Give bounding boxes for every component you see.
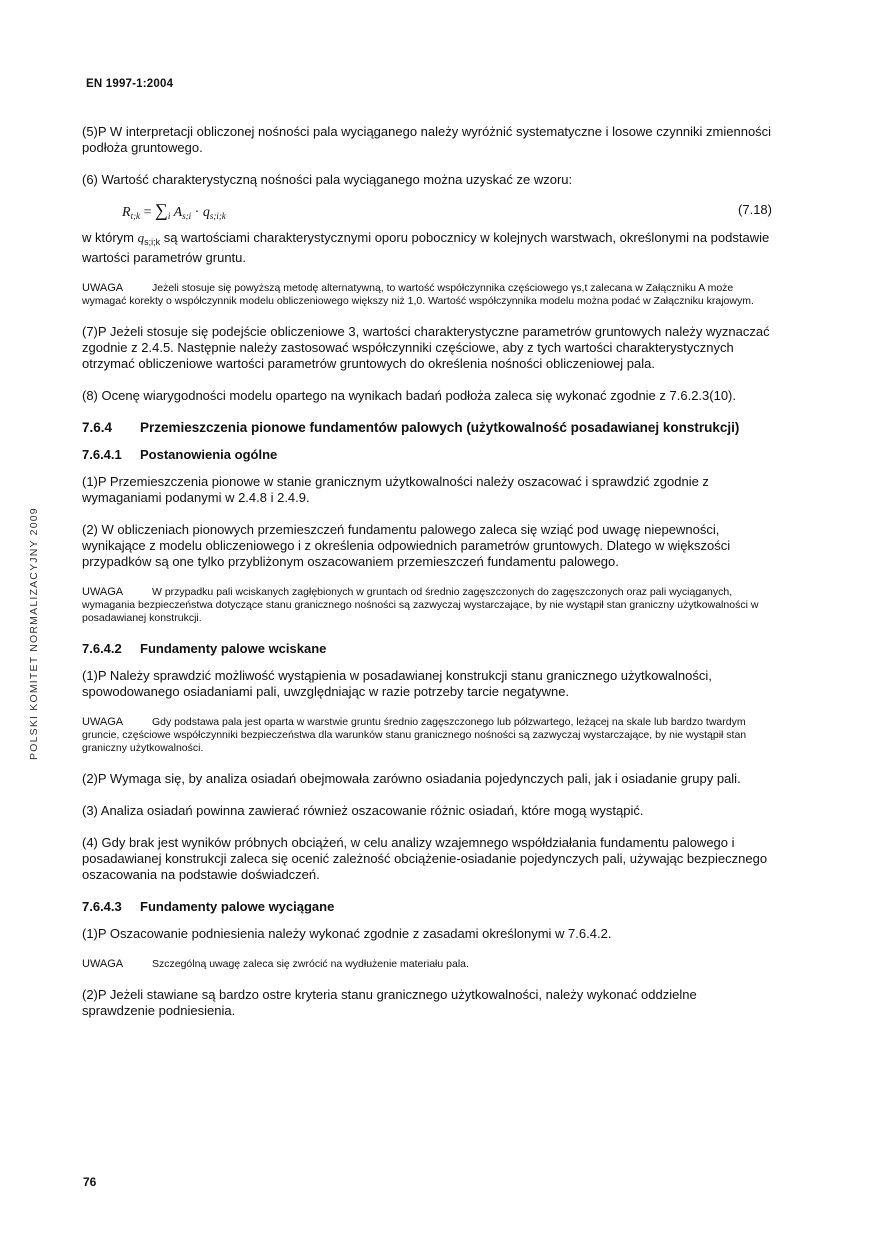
paragraph-7641-2: (2) W obliczeniach pionowych przemieszczeń fundamentu palowego zaleca się wziąć pod uwagę niepewności, wynikające z modelu obliczeniowego i z określenia odpowiednich parametrów gruntowych. Dlatego w większości przypadków są one tylko przybliżonym oszacowaniem przemieszczeń fundamentu palowego. xyxy=(82,522,731,569)
formula-sum-sub: i xyxy=(167,211,171,221)
explanation-suffix: są wartościami charakterystycznymi oporu pobocznicy w kolejnych warstwach, określonymi na podstawie wartości parametrów gruntu. xyxy=(82,230,770,265)
page-number: 76 xyxy=(83,1175,97,1189)
page-content xyxy=(82,124,772,1035)
section-title: Przemieszczenia pionowe fundamentów palowych (użytkowalność posadawianej konstrukcji) xyxy=(140,420,740,435)
section-title: Postanowienia ogólne xyxy=(140,447,278,462)
note-1 xyxy=(82,282,772,308)
note-label: UWAGA xyxy=(82,716,124,728)
note-label: UWAGA xyxy=(82,958,124,970)
explanation-q-sub: s;i;k xyxy=(144,237,161,247)
paragraph-7643-2p: (2)P Jeżeli stawiane są bardzo ostre kryteria stanu granicznego użytkowalności, należy wykonać oddzielne sprawdzenie podniesienia. xyxy=(82,987,697,1018)
formula-lhs: R xyxy=(122,205,131,220)
note-text: Gdy podstawa pala jest oparta w warstwie gruntu średnio zagęszczonego lub półzwartego, leżącej na skale lub bardzo twardym gruncie, częściowe współczynniki bezpieczeństwa dla warunków stanu granicznego nośności są zazwyczaj wystarczające, by nie wystąpił stan graniczny użytkowalności. xyxy=(82,716,747,754)
paragraph-7642-4: (4) Gdy brak jest wyników próbnych obciążeń, w celu analizy wzajemnego współdziałania fundamentu palowego i posadawianej konstrukcji zaleca się ocenić zależność obciążenie-osiadanie pojedynczych pali, używając bezpiecznego oszacowania na podstawie doświadczeń. xyxy=(82,835,768,882)
section-heading-7-6-4 xyxy=(82,420,772,435)
section-number: 7.6.4.1 xyxy=(82,447,122,462)
paragraph-7p: (7)P Jeżeli stosuje się podejście obliczeniowe 3, wartości charakterystyczne parametrów gruntowych należy wyznaczać zgodnie z 2.4.5. Następnie należy zastosować współczynniki częściowe, aby z tych wartości charakterystycznych otrzymać obliczeniowe wartości parametrów gruntowych do określenia nośności obliczeniowej pala. xyxy=(82,324,770,371)
section-number: 7.6.4 xyxy=(82,420,113,435)
note-text: Jeżeli stosuje się powyższą metodę alternatywną, to wartość współczynnika częściowego γs,t zalecana w Załączniku A może wymagać korekty o współczynnik modelu obliczeniowego większy niż 1,0. Wartość współczynnika modelu można podać w Załączniku krajowym. xyxy=(82,282,754,307)
section-heading-7-6-4-1 xyxy=(82,447,772,462)
section-heading-7-6-4-2 xyxy=(82,641,772,656)
formula-q: q xyxy=(202,205,210,220)
formula-a: A xyxy=(173,205,183,220)
formula-7-18 xyxy=(82,198,772,226)
paragraph-5p: (5)P W interpretacji obliczonej nośności pala wyciąganego należy wyróżnić systematyczne i losowe czynniki zmienności podłoża gruntowego. xyxy=(82,124,772,155)
note-text: W przypadku pali wciskanych zagłębionych w gruntach od średnio zagęszczonych do zagęszczonych oraz pali wyciąganych, wymagania bezpieczeństwa dotyczące stanu granicznego nośności są zazwyczaj wystarczające, by nie wystąpił stan graniczny użytkowalności w posadawianej konstrukcji. xyxy=(82,586,759,624)
explanation-prefix: w którym xyxy=(82,230,138,245)
section-title: Fundamenty palowe wyciągane xyxy=(140,899,335,914)
section-heading-7-6-4-3 xyxy=(82,899,772,914)
section-number: 7.6.4.2 xyxy=(82,641,122,656)
formula-sum-symbol: ∑ xyxy=(154,200,168,220)
document-header: EN 1997-1:2004 xyxy=(86,78,174,90)
paragraph-7642-2p: (2)P Wymaga się, by analiza osiadań obejmowała zarówno osiadania pojedynczych pali, jak i osiadanie grupy pali. xyxy=(82,771,741,786)
formula-q-sub: s;i;k xyxy=(209,211,226,221)
note-label: UWAGA xyxy=(82,282,124,294)
paragraph-formula-explanation xyxy=(82,230,772,266)
formula-a-sub: s;i xyxy=(182,211,192,221)
paragraph-7642-3: (3) Analiza osiadań powinna zawierać również oszacowanie różnic osiadań, które mogą wystąpić. xyxy=(82,803,644,818)
paragraph-7642-1p: (1)P Należy sprawdzić możliwość wystąpienia w posadawianej konstrukcji stanu granicznego użytkowalności, spowodowanego osiadaniami pali, uwzględniając w razie potrzeby tarcie negatywne. xyxy=(82,668,712,699)
section-title: Fundamenty palowe wciskane xyxy=(140,641,327,656)
explanation-q-symbol: q xyxy=(137,230,145,245)
formula-expression xyxy=(122,200,226,221)
note-text: Szczególną uwagę zaleca się zwrócić na wydłużenie materiału pala. xyxy=(152,958,469,970)
formula-lhs-sub: t;k xyxy=(130,211,141,221)
note-7642 xyxy=(82,716,772,755)
note-7643 xyxy=(82,958,772,971)
section-number: 7.6.4.3 xyxy=(82,899,122,914)
paragraph-8: (8) Ocenę wiarygodności modelu opartego na wynikach badań podłoża zaleca się wykonać zgodnie z 7.6.2.3(10). xyxy=(82,388,736,403)
paragraph-7643-1p: (1)P Oszacowanie podniesienia należy wykonać zgodnie z zasadami określonymi w 7.6.4.2. xyxy=(82,926,612,941)
note-7641 xyxy=(82,586,772,625)
note-label: UWAGA xyxy=(82,586,124,598)
side-watermark-text: POLSKI KOMITET NORMALIZACYJNY 2009 xyxy=(28,507,40,760)
formula-dot: · xyxy=(194,205,200,220)
formula-equals: = xyxy=(143,205,152,220)
paragraph-7641-1p: (1)P Przemieszczenia pionowe w stanie granicznym użytkowalności należy oszacować i sprawdzić zgodnie z wymaganiami podanymi w 2.4.8 i 2.4.9. xyxy=(82,474,709,505)
paragraph-6: (6) Wartość charakterystyczną nośności pala wyciąganego można uzyskać ze wzoru: xyxy=(82,172,573,187)
formula-number: (7.18) xyxy=(738,202,772,217)
